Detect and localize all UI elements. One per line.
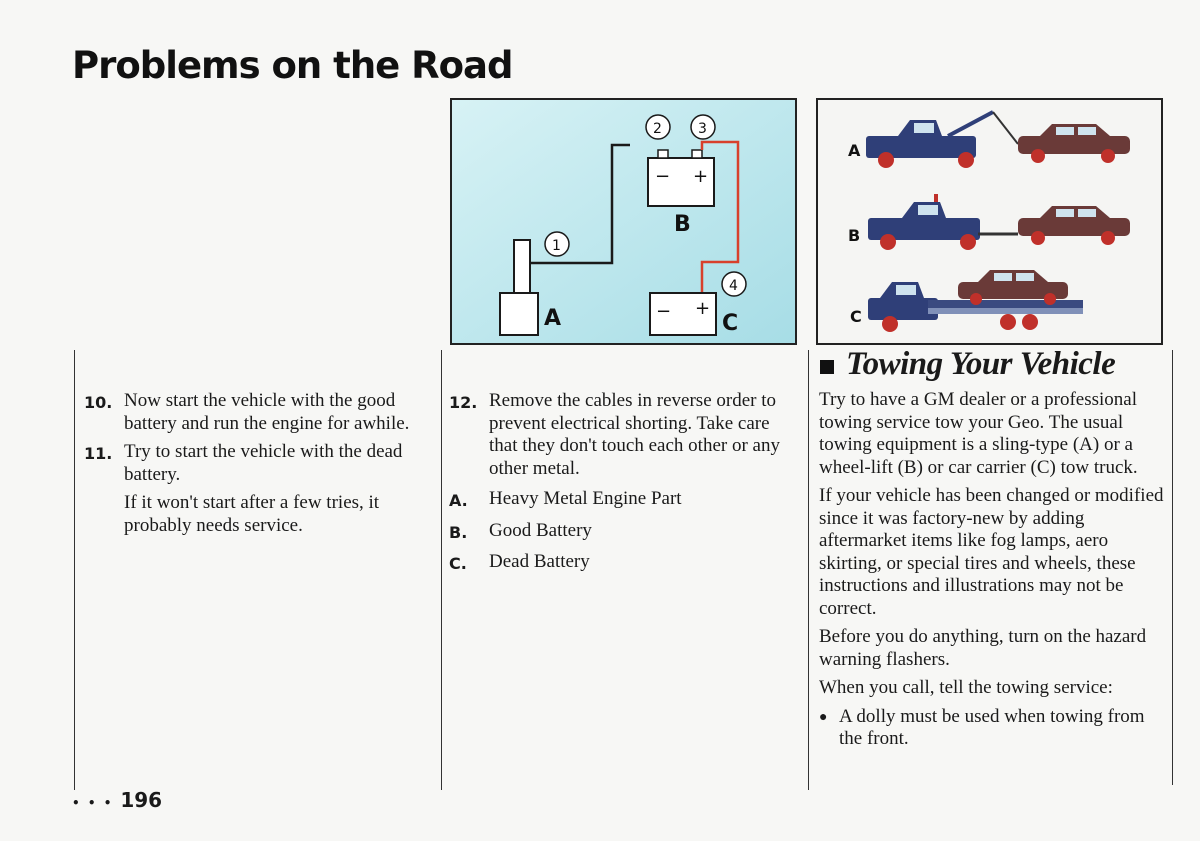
legend-key: A. xyxy=(449,491,468,510)
legend-key: B. xyxy=(449,522,468,542)
step-number: 10. xyxy=(84,393,113,412)
column-rule-far-right xyxy=(1172,350,1173,785)
page-folio xyxy=(72,788,162,812)
towing-label-b: B xyxy=(848,226,861,245)
page-title: Problems on the Road xyxy=(72,44,513,87)
legend-text: Heavy Metal Engine Part xyxy=(489,488,682,509)
column-rule-middle xyxy=(441,350,442,790)
bullet-text: A dolly must be used when towing from the front. xyxy=(839,705,1145,749)
step-12 xyxy=(449,390,799,480)
column-rule-left xyxy=(74,350,75,790)
towing-equipment-illustration xyxy=(816,98,1163,345)
callout-1: 1 xyxy=(552,238,561,254)
section-heading-text: Towing Your Vehicle xyxy=(846,346,1116,382)
callout-4: 4 xyxy=(729,278,738,294)
battery-c-plus: + xyxy=(695,298,711,319)
label-c: C xyxy=(722,311,739,336)
page-number: 196 xyxy=(120,788,163,812)
towing-paragraph: Try to have a GM dealer or a professional towing service tow your Geo. The usual towing equipment is a sling-type (A) or a wheel-lift (B) or car carrier (C) tow truck. xyxy=(819,389,1138,478)
towing-paragraph: Before you do anything, turn on the hazard warning flashers. xyxy=(819,626,1147,670)
step-text: Remove the cables in reverse order to prevent electrical shorting. Take care that they don't touch each other or any other metal. xyxy=(489,390,780,479)
right-column xyxy=(819,389,1167,751)
label-b: B xyxy=(674,212,691,237)
battery-b-minus: − xyxy=(655,166,671,187)
legend-text: Dead Battery xyxy=(489,551,590,572)
engine-part-block xyxy=(500,293,538,335)
label-a: A xyxy=(544,306,562,331)
callout-2: 2 xyxy=(653,121,662,137)
callout-3: 3 xyxy=(698,121,707,137)
battery-c-minus: − xyxy=(656,301,672,322)
step-number: 11. xyxy=(84,444,113,463)
middle-column xyxy=(449,390,799,583)
left-column xyxy=(84,390,436,537)
step-10 xyxy=(84,390,436,435)
step-11-note: If it won't start after a few tries, it probably needs service. xyxy=(124,492,380,536)
section-heading xyxy=(820,346,1115,383)
step-text: Try to start the vehicle with the dead battery. xyxy=(124,441,403,485)
engine-part-post xyxy=(514,240,530,293)
wheel-lift-tow-truck xyxy=(868,194,1018,250)
legend-b xyxy=(449,520,799,545)
step-number: 12. xyxy=(449,393,478,412)
folio-dots: • • • xyxy=(72,796,114,810)
step-11 xyxy=(84,441,436,486)
legend-text: Good Battery xyxy=(489,519,592,541)
column-rule-right xyxy=(808,350,809,790)
sling-tow-truck xyxy=(866,112,1018,168)
step-text: Now start the vehicle with the good battery and run the engine for awhile. xyxy=(124,390,410,434)
towing-paragraph: When you call, tell the towing service: xyxy=(819,677,1113,698)
bullet-dot-icon: ● xyxy=(819,709,828,725)
towing-paragraph: If your vehicle has been changed or modified since it was factory-new by adding aftermarket items like fog lamps, aero skirting, or special tires and wheels, these instructions and illustrations may not be correct. xyxy=(819,485,1164,619)
battery-b-plus: + xyxy=(693,166,709,187)
legend-a xyxy=(449,488,799,513)
bullet-item xyxy=(819,706,1167,751)
towing-label-c: C xyxy=(850,307,862,326)
towing-label-a: A xyxy=(848,141,861,160)
carried-car xyxy=(958,270,1068,305)
sling-towed-car xyxy=(1018,124,1130,163)
heading-square-icon xyxy=(820,360,834,374)
jump-start-diagram xyxy=(450,98,797,345)
wheel-lift-towed-car xyxy=(1018,206,1130,245)
legend-key: C. xyxy=(449,554,467,573)
legend-c xyxy=(449,551,799,576)
